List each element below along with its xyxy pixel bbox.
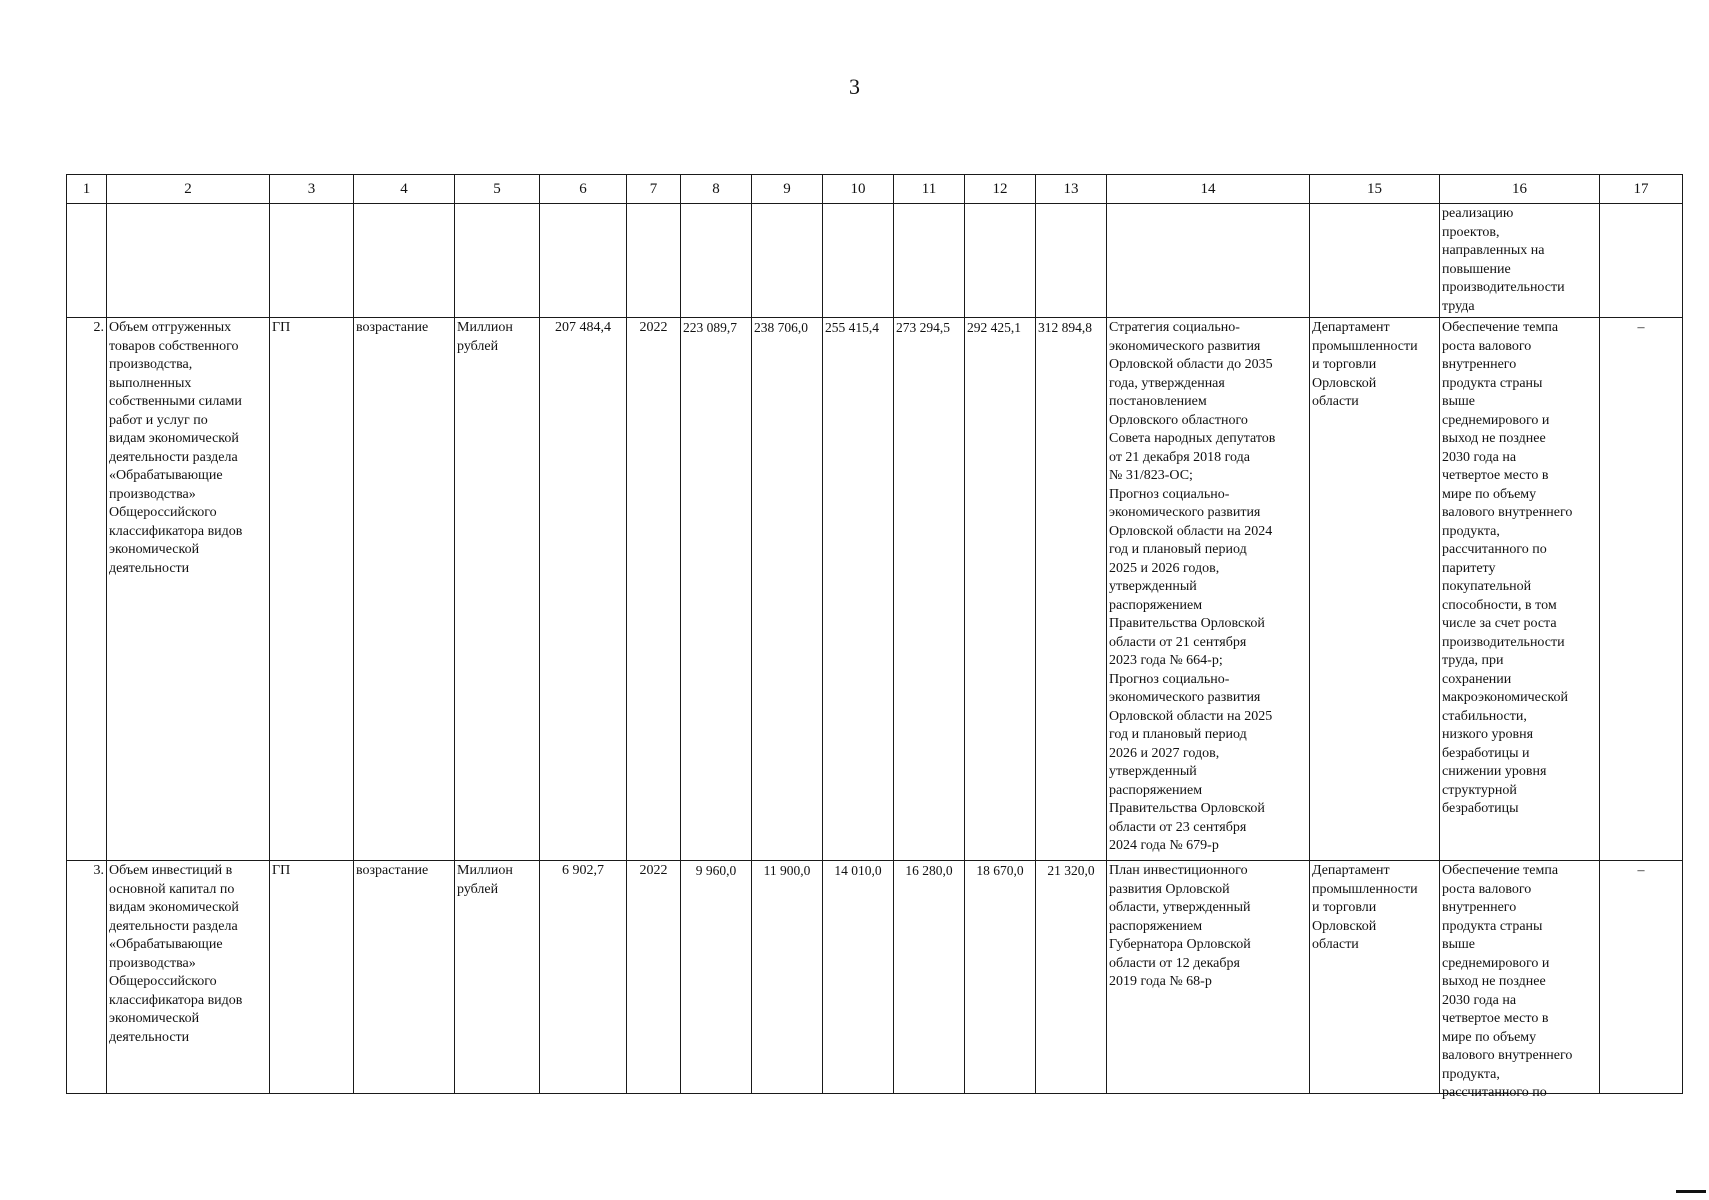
cell-number (67, 204, 107, 318)
goal-text: реализацию проектов, направленных на повышение производительности труда (1442, 206, 1565, 314)
column-number-row (67, 175, 1683, 204)
cell-year-value: 273 294,5 (894, 318, 965, 861)
cell-base-year: 2022 (627, 318, 681, 861)
cell-year-value: 312 894,8 (1036, 318, 1107, 861)
cell-extra (1600, 204, 1683, 318)
cell-level (270, 204, 354, 318)
cell-responsible (1310, 318, 1440, 861)
document-text: Стратегия социально- экономического развития Орловской области до 2035 года, утвержденная постановлением Орловского областного Совета народных депутатов от 21 декабря 2018 года № 31/823-ОС; Прогноз социально- экономического развития Орловской области на 2024 год и плановый период 2025 и 2026 годов, утвержденный распоряжением Правительства Орловской области от 21 сентября 2023 года № 664-р; Прогноз социально- экономического развития Орловской области на 2025 год и плановый период 2026 и 2027 годов, утвержденный распоряжением Правительства Орловской области от 23 сентября 2024 года № 679-р (1109, 320, 1276, 853)
cell-year-value: 9 960,0 (681, 861, 752, 1094)
cell-unit (455, 204, 540, 318)
cell-year-value: 16 280,0 (894, 861, 965, 1094)
cell-number: 2. (67, 318, 107, 861)
col-header: 14 (1107, 175, 1310, 204)
cell-year-value: 18 670,0 (965, 861, 1036, 1094)
cell-year-value (1036, 204, 1107, 318)
cell-unit (455, 861, 540, 1094)
cell-year-value (894, 204, 965, 318)
col-header: 16 (1440, 175, 1600, 204)
unit-text: Миллион рублей (457, 320, 513, 354)
cell-indicator (107, 318, 270, 861)
cell-base-year (627, 204, 681, 318)
col-header: 1 (67, 175, 107, 204)
cell-base-year: 2022 (627, 861, 681, 1094)
col-header: 10 (823, 175, 894, 204)
cell-base-value: 207 484,4 (540, 318, 627, 861)
cell-year-value (681, 204, 752, 318)
cell-document (1107, 861, 1310, 1094)
responsible-text: Департамент промышленности и торговли Орловской области (1312, 320, 1418, 409)
cell-year-value: 11 900,0 (752, 861, 823, 1094)
responsible-text: Департамент промышленности и торговли Орловской области (1312, 863, 1418, 952)
cell-base-value: 6 902,7 (540, 861, 627, 1094)
col-header: 13 (1036, 175, 1107, 204)
col-header: 4 (354, 175, 455, 204)
col-header: 11 (894, 175, 965, 204)
cell-level: ГП (270, 861, 354, 1094)
cell-extra: – (1600, 861, 1683, 1094)
cell-year-value: 255 415,4 (823, 318, 894, 861)
cell-year-value (965, 204, 1036, 318)
cell-level: ГП (270, 318, 354, 861)
cell-year-value: 238 706,0 (752, 318, 823, 861)
table-row (67, 318, 1683, 861)
col-header: 8 (681, 175, 752, 204)
page-number: 3 (849, 74, 860, 99)
col-header: 15 (1310, 175, 1440, 204)
cell-year-value (823, 204, 894, 318)
col-header: 9 (752, 175, 823, 204)
indicator-text: Объем инвестиций в основной капитал по видам экономической деятельности раздела «Обрабатывающие производства» Общероссийского классификатора видов экономической деятельности (109, 863, 243, 1045)
cell-document (1107, 318, 1310, 861)
col-header: 6 (540, 175, 627, 204)
cell-goal (1440, 318, 1600, 861)
cell-year-value: 21 320,0 (1036, 861, 1107, 1094)
cell-number: 3. (67, 861, 107, 1094)
cell-document (1107, 204, 1310, 318)
unit-text: Миллион рублей (457, 863, 513, 897)
cell-year-value: 14 010,0 (823, 861, 894, 1094)
cell-year-value: 223 089,7 (681, 318, 752, 861)
cell-extra: – (1600, 318, 1683, 861)
goal-text: Обеспечение темпа роста валового внутреннего продукта страны выше среднемирового и выход не позднее 2030 года на четвертое место в мире по объему валового внутреннего продукта, рассчитанного по (1442, 863, 1573, 1100)
cell-base-value (540, 204, 627, 318)
indicator-text: Объем отгруженных товаров собственного производства, выполненных собственными силами работ и услуг по видам экономической деятельности раздела «Обрабатывающие производства» Общероссийского классификатора видов экономической деятельности (109, 320, 243, 576)
col-header: 3 (270, 175, 354, 204)
document-text: План инвестиционного развития Орловской области, утвержденный распоряжением Губернатора Орловской области от 12 декабря 2019 года № 68-р (1109, 863, 1251, 989)
cell-indicator (107, 204, 270, 318)
table-row (67, 861, 1683, 1094)
cell-trend: возрастание (354, 318, 455, 861)
edge-mark (1676, 1190, 1706, 1193)
indicators-table (66, 174, 1683, 1100)
col-header: 12 (965, 175, 1036, 204)
cell-goal (1440, 861, 1600, 1100)
cell-responsible (1310, 861, 1440, 1094)
col-header: 5 (455, 175, 540, 204)
cell-trend: возрастание (354, 861, 455, 1094)
cell-unit (455, 318, 540, 861)
cell-indicator (107, 861, 270, 1094)
table-row-continuation (67, 204, 1683, 318)
col-header: 7 (627, 175, 681, 204)
col-header: 17 (1600, 175, 1683, 204)
cell-trend (354, 204, 455, 318)
cell-responsible (1310, 204, 1440, 318)
cell-year-value (752, 204, 823, 318)
goal-text: Обеспечение темпа роста валового внутреннего продукта страны выше среднемирового и выход не позднее 2030 года на четвертое место в мире по объему валового внутреннего продукта, рассчитанного по паритету покупательной способности, в том числе за счет роста производительности труда, при сохранении макроэкономической стабильности, низкого уровня безработицы и снижении уровня структурной безработицы (1442, 320, 1573, 816)
cell-goal (1440, 204, 1600, 318)
col-header: 2 (107, 175, 270, 204)
cell-year-value: 292 425,1 (965, 318, 1036, 861)
